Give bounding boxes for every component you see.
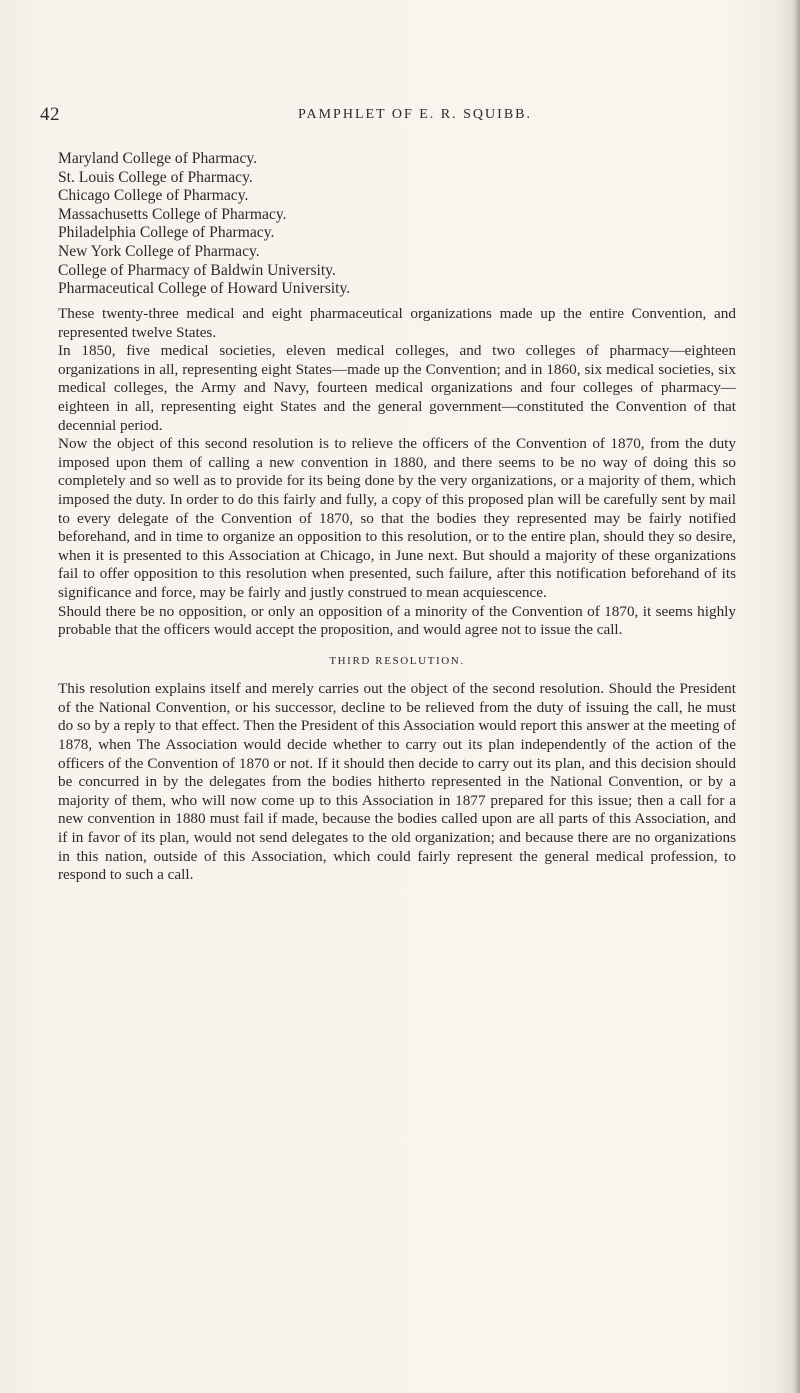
page-number: 42 bbox=[40, 104, 60, 125]
body-text bbox=[58, 305, 736, 885]
list-item: Massachusetts College of Pharmacy. bbox=[58, 205, 287, 223]
list-item: New York College of Pharmacy. bbox=[58, 242, 260, 260]
paragraph: In 1850, five medical societies, eleven medical colleges, and two colleges of pharmacy—eighteen organizations in all, representing eight States—made up the Convention; and in 1860, six medical societies, six medical colleges, the Army and Navy, fourteen medical organizations and four colleges of pharmacy—eighteen in all, representing eight States and the general government—constituted the Convention of that decennial period. bbox=[58, 342, 736, 434]
list-item: College of Pharmacy of Baldwin University. bbox=[58, 261, 336, 279]
list-item: Maryland College of Pharmacy. bbox=[58, 150, 258, 167]
paragraph: This resolution explains itself and merely carries out the object of the second resolution. Should the President of the National Convention, or his successor, decline to be relieved from the duty of issuing the call, he must do so by a reply to that effect. Then the President of this Association would report this answer at the meeting of 1878, when The Association would decide whether to carry out its plan independently of the action of the officers of the Convention of 1870 or not. If it should then decide to carry out its plan, and this decision should be concurred in by the delegates from the bodies hitherto represented in the National Convention, or by a majority of them, who will now come up to this Association in 1877 prepared for this issue; then a call for a new convention in 1880 must fail if made, because the bodies called upon are all parts of this Association, and if in favor of its plan, would not send delegates to the old organization; and because there are no organizations in this nation, outside of this Association, which could fairly represent the general medical profession, to respond to such a call. bbox=[58, 680, 736, 884]
paragraph: Should there be no opposition, or only an opposition of a minority of the Convention of 1870, it seems highly probable that the officers would accept the proposition, and would agree not to issue the call. bbox=[58, 602, 736, 639]
section-heading: THIRD RESOLUTION. bbox=[329, 654, 465, 667]
running-head: PAMPHLET OF E. R. SQUIBB. bbox=[298, 107, 532, 122]
paragraph: These twenty-three medical and eight pharmaceutical organizations made up the entire Convention, and represented twelve States. bbox=[58, 305, 736, 341]
page-edge-shadow bbox=[794, 0, 800, 1393]
list-item: St. Louis College of Pharmacy. bbox=[58, 168, 253, 186]
list-item: Chicago College of Pharmacy. bbox=[58, 187, 249, 205]
page-header bbox=[40, 104, 740, 128]
list-item: Pharmaceutical College of Howard University. bbox=[58, 280, 351, 298]
paragraph: Now the object of this second resolution is to relieve the officers of the Convention of 1870, from the duty imposed upon them of calling a new convention in 1880, and there seems to be no way of doing this so completely and so well as to provide for its being done by the very organizations, or a majority of them, which imposed the duty. In order to do this fairly and fully, a copy of this proposed plan will be carefully sent by mail to every delegate of the Convention of 1870, so that the bodies they represented may be fairly notified beforehand, and in time to organize an opposition to this resolution, or to the entire plan, should they so desire, when it is presented to this Association at Chicago, in June next. But should a majority of these organizations fail to offer opposition to this resolution when presented, such failure, after this notification beforehand of its significance and force, may be fairly and justly construed to mean acquiescence. bbox=[58, 435, 736, 601]
college-list bbox=[58, 150, 738, 299]
list-item: Philadelphia College of Pharmacy. bbox=[58, 224, 275, 242]
